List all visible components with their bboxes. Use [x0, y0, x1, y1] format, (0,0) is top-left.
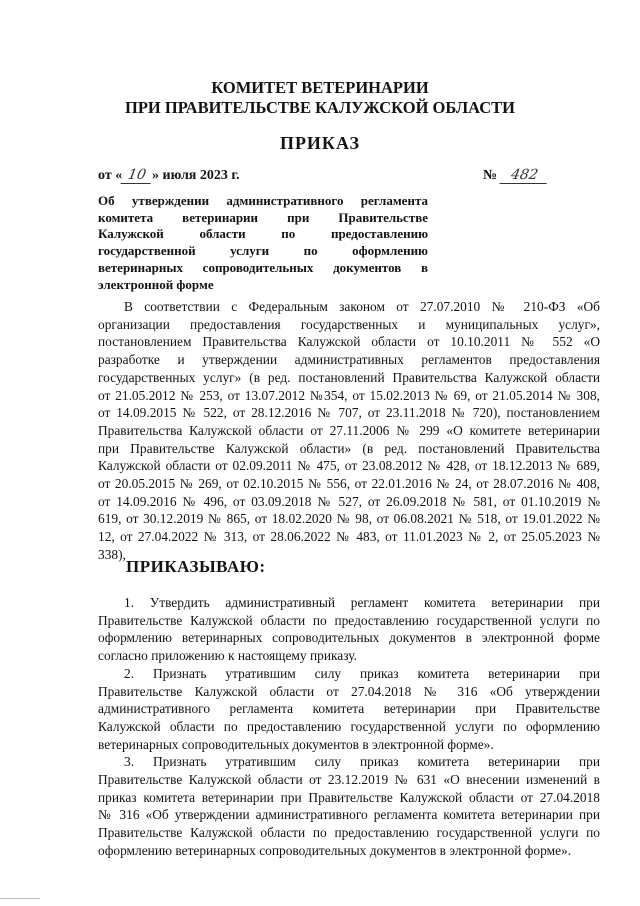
text-line: 619, от 30.12.2019 № 865, от 18.02.2020 № 98, от 06.08.2021 № 518, от 19.01.2022 №: [98, 511, 600, 527]
text-line: от 20.05.2015 № 269, от 02.10.2015 № 556, от 22.01.2016 № 24, от 28.07.2016 № 408,: [98, 476, 600, 492]
preamble-paragraph: [98, 298, 600, 564]
text-line: № 316 «Об утверждении административного регламента комитета ветеринарии при: [98, 807, 600, 823]
text-line: Правительстве Калужской области по предоставлению государственной услуги по: [98, 825, 600, 841]
text-line: 3. Признать утратившим силу приказ комитета ветеринарии при: [124, 754, 600, 770]
text-line: от 21.05.2012 № 253, от 13.07.2012 №354, от 15.02.2013 № 69, от 21.05.2014 № 308,: [98, 387, 600, 403]
scan-edge-mark: [0, 898, 40, 899]
text-line: В соответствии с Федеральным законом от 27.07.2010 № 210-ФЗ «Об: [124, 299, 600, 314]
date-prefix: от «: [98, 168, 123, 183]
number-prefix: №: [483, 168, 498, 183]
text-line: 1. Утвердить административный регламент комитета ветеринарии при: [124, 595, 600, 610]
org-name-line-2: ПРИ ПРАВИТЕЛЬСТВЕ КАЛУЖСКОЙ ОБЛАСТИ: [125, 98, 515, 117]
text-line: от 14.09.2016 № 496, от 03.09.2018 № 527, от 26.09.2018 № 581, от 01.10.2019 №: [98, 493, 600, 509]
subject-line: ветеринарных сопроводительных документов в: [98, 259, 428, 275]
text-line: оформлению ветеринарных сопроводительных документов в электронной форме: [98, 630, 600, 646]
text-line: приказ комитета ветеринарии при Правительстве Калужской области от 27.04.2018: [98, 789, 600, 805]
text-line: постановлением Правительства Калужской области от 10.10.2011 № 552 «О: [98, 334, 600, 350]
subject-line: государственной услуги по оформлению: [98, 243, 428, 259]
text-line: Правительстве Калужской области от 23.12.2019 № 631 «О внесении изменений в: [98, 772, 600, 788]
document-type: ПРИКАЗ: [279, 133, 361, 153]
handwritten-day: 10: [121, 167, 154, 184]
text-line: Калужской области по предоставлению государственной услуги по оформлению: [98, 718, 600, 734]
text-line: Правительстве Калужской области от 27.04.2018 № 316 «Об утверждении: [98, 683, 600, 699]
text-line: от 14.09.2015 № 522, от 28.12.2016 № 707, от 23.11.2018 № 720), постановлением: [98, 405, 600, 421]
text-line: ветеринарных сопроводительных документов в электронной форме».: [98, 736, 494, 752]
order-heading: ПРИКАЗЫВАЮ:: [126, 557, 266, 576]
text-line: при Правительстве Калужской области» (в ред. постановлений Правительства: [98, 440, 600, 456]
subject-line: Об утверждении административного регламента: [98, 193, 428, 208]
org-name-line-1: КОМИТЕТ ВЕТЕРИНАРИИ: [211, 78, 429, 97]
handwritten-number: 482: [499, 167, 549, 184]
subject-line: комитета ветеринарии при Правительстве: [98, 209, 428, 225]
text-line: согласно приложению к настоящему приказу.: [98, 648, 357, 664]
text-line: Правительства Калужской области от 27.11.2006 № 299 «О комитете ветеринарии: [98, 422, 600, 438]
subject-line: электронной форме: [98, 276, 214, 292]
text-line: организации предоставления государственных и муниципальных услуг»,: [98, 316, 600, 332]
text-line: 338),: [98, 546, 126, 562]
order-items: [98, 594, 600, 860]
document-number: [483, 167, 547, 184]
subject-line: Калужской области по предоставлению: [98, 226, 428, 242]
text-line: административного регламента комитета ветеринарии при Правительстве: [98, 701, 600, 717]
document-subject: [98, 193, 428, 293]
date-suffix: » июля 2023 г.: [152, 168, 240, 183]
text-line: Калужской области от 02.09.2011 № 475, от 23.08.2012 № 428, от 18.12.2013 № 689,: [98, 458, 600, 474]
text-line: 12, от 27.04.2022 № 313, от 28.06.2022 № 483, от 11.01.2023 № 2, от 25.05.2023 №: [98, 529, 600, 545]
text-line: 2. Признать утратившим силу приказ комитета ветеринарии при: [124, 665, 600, 681]
document-date: [98, 167, 240, 184]
text-line: Правительстве Калужской области по предоставлению государственной услуги по: [98, 612, 600, 628]
text-line: разработке и утверждении административных регламентов предоставления: [98, 352, 600, 368]
text-line: оформлению ветеринарных сопроводительных документов в электронной форме».: [98, 842, 572, 858]
text-line: государственных услуг» (в ред. постановлений Правительства Калужской области: [98, 369, 600, 385]
